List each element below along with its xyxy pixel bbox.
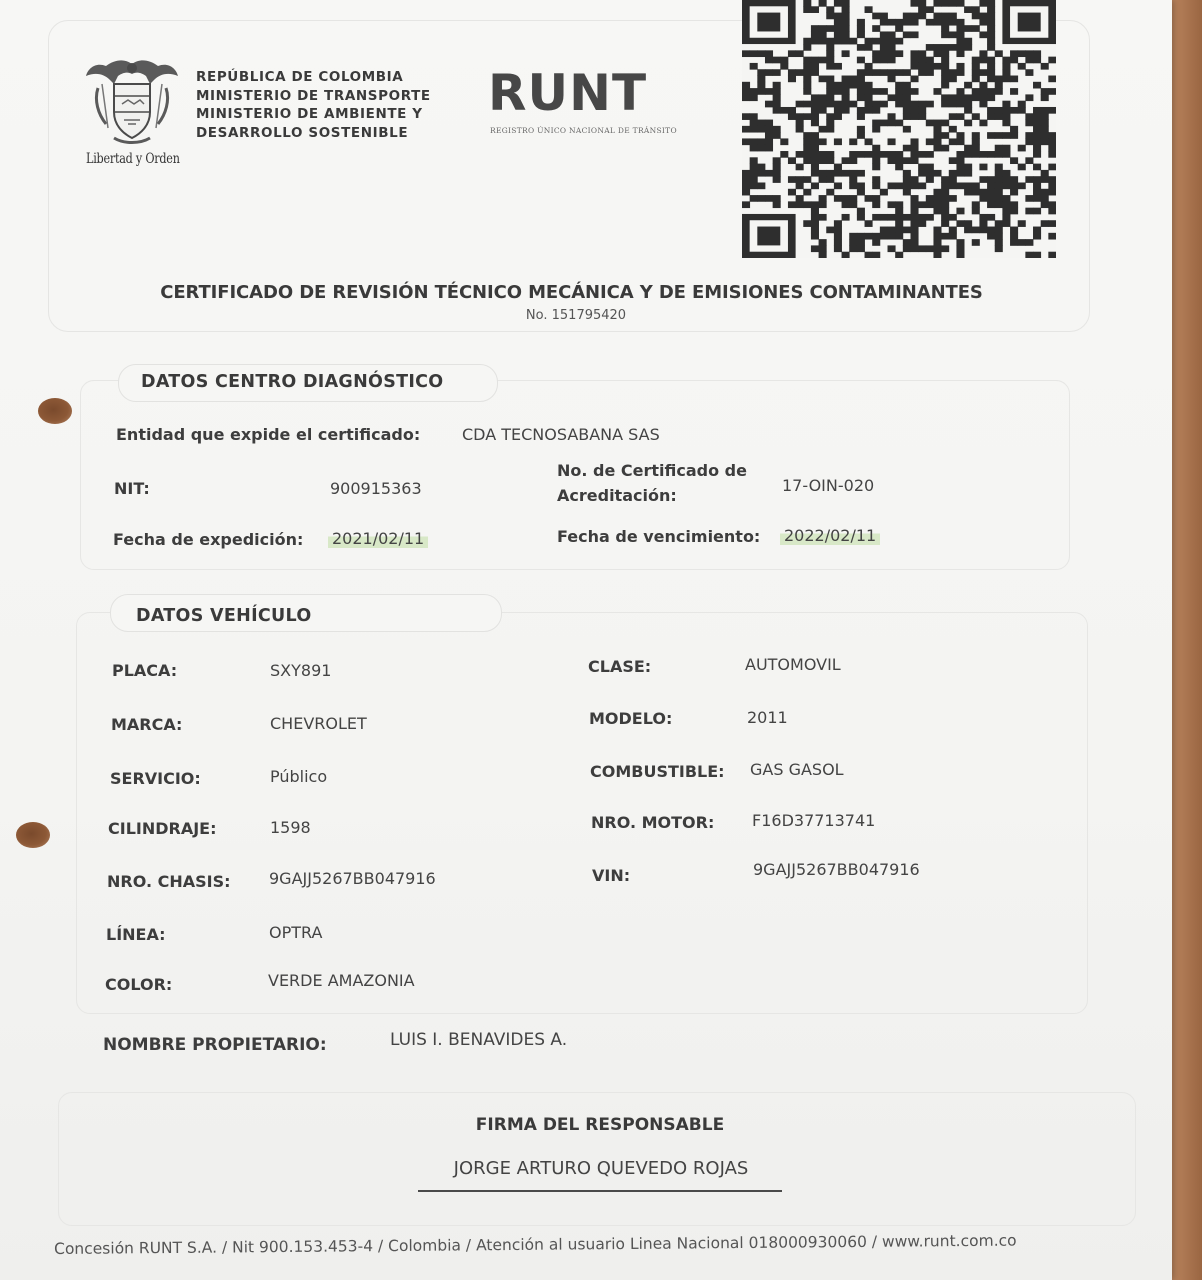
- ministry-block: [196, 68, 431, 142]
- owner-label: NOMBRE PROPIETARIO:: [103, 1035, 327, 1055]
- color-label: COLOR:: [105, 975, 173, 994]
- accreditation-label-line2: Acreditación:: [557, 486, 677, 505]
- expiry-date-highlight: 2022/02/11: [780, 526, 880, 545]
- signature-title: FIRMA DEL RESPONSABLE: [475, 1115, 725, 1135]
- runt-logo: RUNT: [488, 64, 648, 122]
- nit-label: NIT:: [114, 479, 150, 498]
- placa-value: SXY891: [270, 661, 332, 680]
- vehicle-section: [76, 612, 1088, 1014]
- binder-hole: [38, 398, 72, 424]
- combustible-value: GAS GASOL: [750, 760, 844, 779]
- background-surface: [1172, 0, 1202, 1280]
- ministry-line: REPÚBLICA DE COLOMBIA: [196, 69, 404, 85]
- servicio-value: Público: [270, 767, 328, 786]
- diagnostic-center-title: DATOS CENTRO DIAGNÓSTICO: [141, 372, 444, 392]
- chasis-label: NRO. CHASIS:: [107, 872, 231, 891]
- combustible-label: COMBUSTIBLE:: [590, 762, 725, 781]
- issue-date-label: Fecha de expedición:: [113, 530, 304, 549]
- linea-value: OPTRA: [269, 923, 323, 942]
- marca-label: MARCA:: [111, 715, 183, 734]
- expiry-date-label: Fecha de vencimiento:: [557, 527, 761, 546]
- marca-value: CHEVROLET: [270, 714, 367, 733]
- cilindraje-value: 1598: [270, 818, 311, 837]
- coat-of-arms-icon: [84, 54, 180, 150]
- signature-line: [418, 1190, 782, 1192]
- footer-text: Concesión RUNT S.A. / Nit 900.153.453-4 / Colombia / Atención al usuario Linea Nacional 018000930060 / www.runt.com.co: [54, 1231, 1017, 1258]
- binder-hole: [16, 822, 50, 848]
- expiry-date-value: [780, 526, 880, 545]
- modelo-value: 2011: [747, 708, 788, 727]
- nit-value: 900915363: [330, 479, 422, 498]
- modelo-label: MODELO:: [589, 709, 673, 728]
- chasis-value: 9GAJJ5267BB047916: [269, 869, 436, 888]
- vehicle-title: DATOS VEHÍCULO: [136, 606, 312, 626]
- accreditation-value: 17-OIN-020: [782, 476, 875, 495]
- motor-label: NRO. MOTOR:: [591, 813, 715, 832]
- signature-name: JORGE ARTURO QUEVEDO ROJAS: [453, 1158, 749, 1179]
- ministry-line: MINISTERIO DE TRANSPORTE: [196, 87, 431, 104]
- linea-label: LÍNEA:: [106, 925, 166, 944]
- placa-label: PLACA:: [112, 661, 178, 680]
- ministry-line: DESARROLLO SOSTENIBLE: [196, 124, 409, 141]
- seal-motto: Libertad y Orden: [86, 151, 180, 167]
- issue-date-highlight: 2021/02/11: [328, 529, 428, 548]
- vin-value: 9GAJJ5267BB047916: [753, 860, 920, 879]
- certificate-number: No. 151795420: [525, 308, 627, 323]
- clase-value: AUTOMOVIL: [745, 655, 841, 674]
- servicio-label: SERVICIO:: [110, 769, 201, 788]
- qr-code-icon: [742, 0, 1056, 258]
- accreditation-label-line1: No. de Certificado de: [557, 461, 747, 480]
- certificate-title: CERTIFICADO DE REVISIÓN TÉCNICO MECÁNICA Y DE EMISIONES CONTAMINANTES: [160, 282, 983, 303]
- issue-date-value: [328, 529, 428, 548]
- runt-subtitle: REGISTRO ÚNICO NACIONAL DE TRÁNSITO: [490, 126, 677, 135]
- entity-value: CDA TECNOSABANA SAS: [462, 425, 660, 444]
- ministry-line: MINISTERIO DE AMBIENTE Y: [196, 106, 423, 122]
- vin-label: VIN:: [592, 866, 631, 885]
- color-value: VERDE AMAZONIA: [268, 971, 415, 990]
- motor-value: F16D37713741: [752, 811, 876, 830]
- cilindraje-label: CILINDRAJE:: [108, 819, 217, 838]
- entity-label: Entidad que expide el certificado:: [116, 425, 421, 444]
- clase-label: CLASE:: [588, 657, 652, 676]
- owner-value: LUIS I. BENAVIDES A.: [390, 1030, 568, 1050]
